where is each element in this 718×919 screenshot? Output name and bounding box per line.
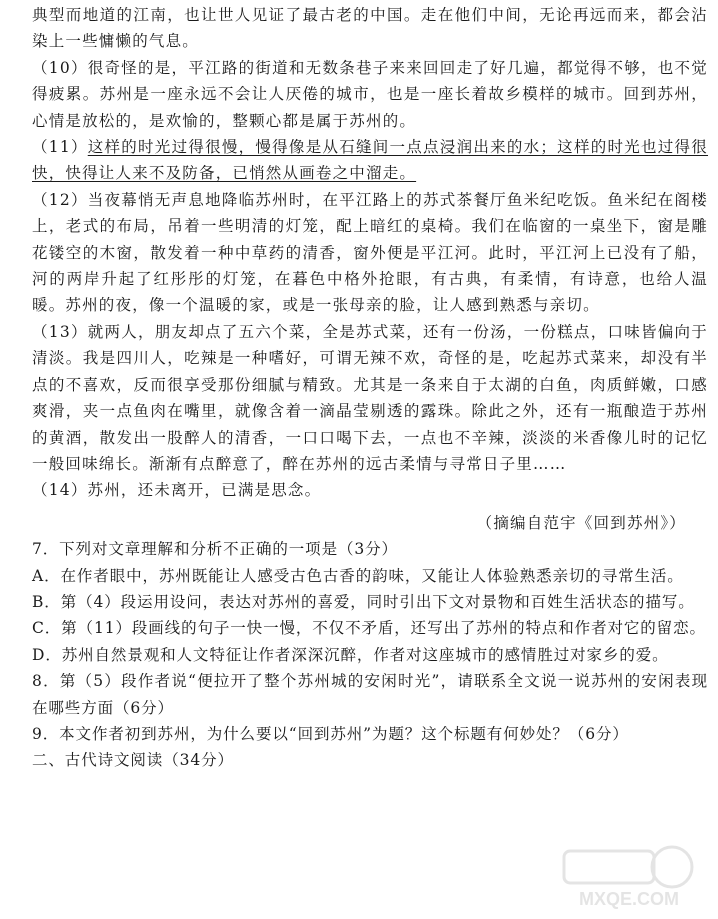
paragraph-14: （14）苏州，还未离开，已满是思念。 (32, 481, 322, 500)
paragraph-12: （12）当夜幕悄无声息地降临苏州时，在平江路上的苏式茶餐厅鱼米纪吃饭。鱼米纪在阁楼上，老式的布局，吊着一些明清的灯笼，配上暗红的桌椅。我们在临窗的一桌坐下，窗是雕花镂空的木窗，散发着一种中草药的清香，窗外便是平江河。此时，平江河上已没有了船，河的两岸升起了红彤彤的灯笼，在暮色中格外抢眼，有古典，有柔情，有诗意，也给人温暖。苏州的夜，像一个温暖的家，或是一张母亲的脸，让人感到熟悉与亲切。 (32, 190, 708, 315)
question-7-option-a: A．在作者眼中，苏州既能让人感受古色古香的韵味，又能让人体验熟悉亲切的寻常生活。 (32, 566, 684, 585)
watermark-text: MXQE.COM (578, 889, 680, 909)
watermark-logo (554, 843, 704, 913)
underlined-sentence: 这样的时光过得很慢，慢得像是从石缝间一点点浸润出来的水；这样的时光也过得很快，快得让人来不及防备，已悄然从画卷之中溜走。 (32, 138, 709, 183)
paragraph-11-number: （11） (32, 138, 88, 157)
paragraph-intro: 典型而地道的江南，也让世人见证了最古老的中国。走在他们中间，无论再远而来，都会沾染上一些慵懒的气息。 (32, 6, 708, 51)
question-9: 9．本文作者初到苏州，为什么要以“回到苏州”为题？这个标题有何妙处？（6分） (32, 724, 629, 743)
question-7-option-d: D．苏州自然景观和人文特征让作者深深沉醉，作者对这座城市的感情胜过对家乡的爱。 (32, 645, 669, 664)
question-8: 8．第（5）段作者说“便拉开了整个苏州城的安闲时光”，请联系全文说一说苏州的安闲表现在哪些方面（6分） (32, 672, 708, 717)
paragraph-10: （10）很奇怪的是，平江路的街道和无数条巷子来来回回走了好几遍，都觉得不够，也不觉得疲累。苏州是一座永远不会让人厌倦的城市，也是一座长着故乡模样的城市。回到苏州，心情是放松的，是欢愉的，整颗心都是属于苏州的。 (32, 58, 708, 130)
question-7-option-b: B．第（4）段运用设问，表达对苏州的喜爱，同时引出下文对景物和百姓生活状态的描写。 (32, 592, 695, 611)
question-7-stem: 7．下列对文章理解和分析不正确的一项是（3分） (32, 540, 398, 559)
document-page (32, 2, 708, 774)
section-2-heading: 二、古代诗文阅读（34分） (32, 751, 234, 770)
paragraph-11 (32, 134, 708, 187)
paragraph-13: （13）就两人，朋友却点了五六个菜，全是苏式菜，还有一份汤，一份糕点，口味皆偏向于清淡。我是四川人，吃辣是一种嗜好，可谓无辣不欢，奇怪的是，吃起苏式菜来，却没有半点的不喜欢，反而很享受那份细腻与精致。尤其是一条来自于太湖的白鱼，肉质鲜嫩，口感爽滑，夹一点鱼肉在嘴里，就像含着一滴晶莹剔透的露珠。除此之外，还有一瓶酿造于苏州的黄酒，散发出一股醉人的清香，一口口喝下去，一点也不辛辣，淡淡的米香像儿时的记忆一般回味绵长。渐渐有点醉意了，醉在苏州的远古柔情与寻常日子里…… (32, 322, 708, 473)
source-citation: （摘编自范宇《回到苏州》） (476, 513, 686, 532)
question-7-option-c: C．第（11）段画线的句子一快一慢，不仅不矛盾，还写出了苏州的特点和作者对它的留恋。 (32, 619, 706, 638)
